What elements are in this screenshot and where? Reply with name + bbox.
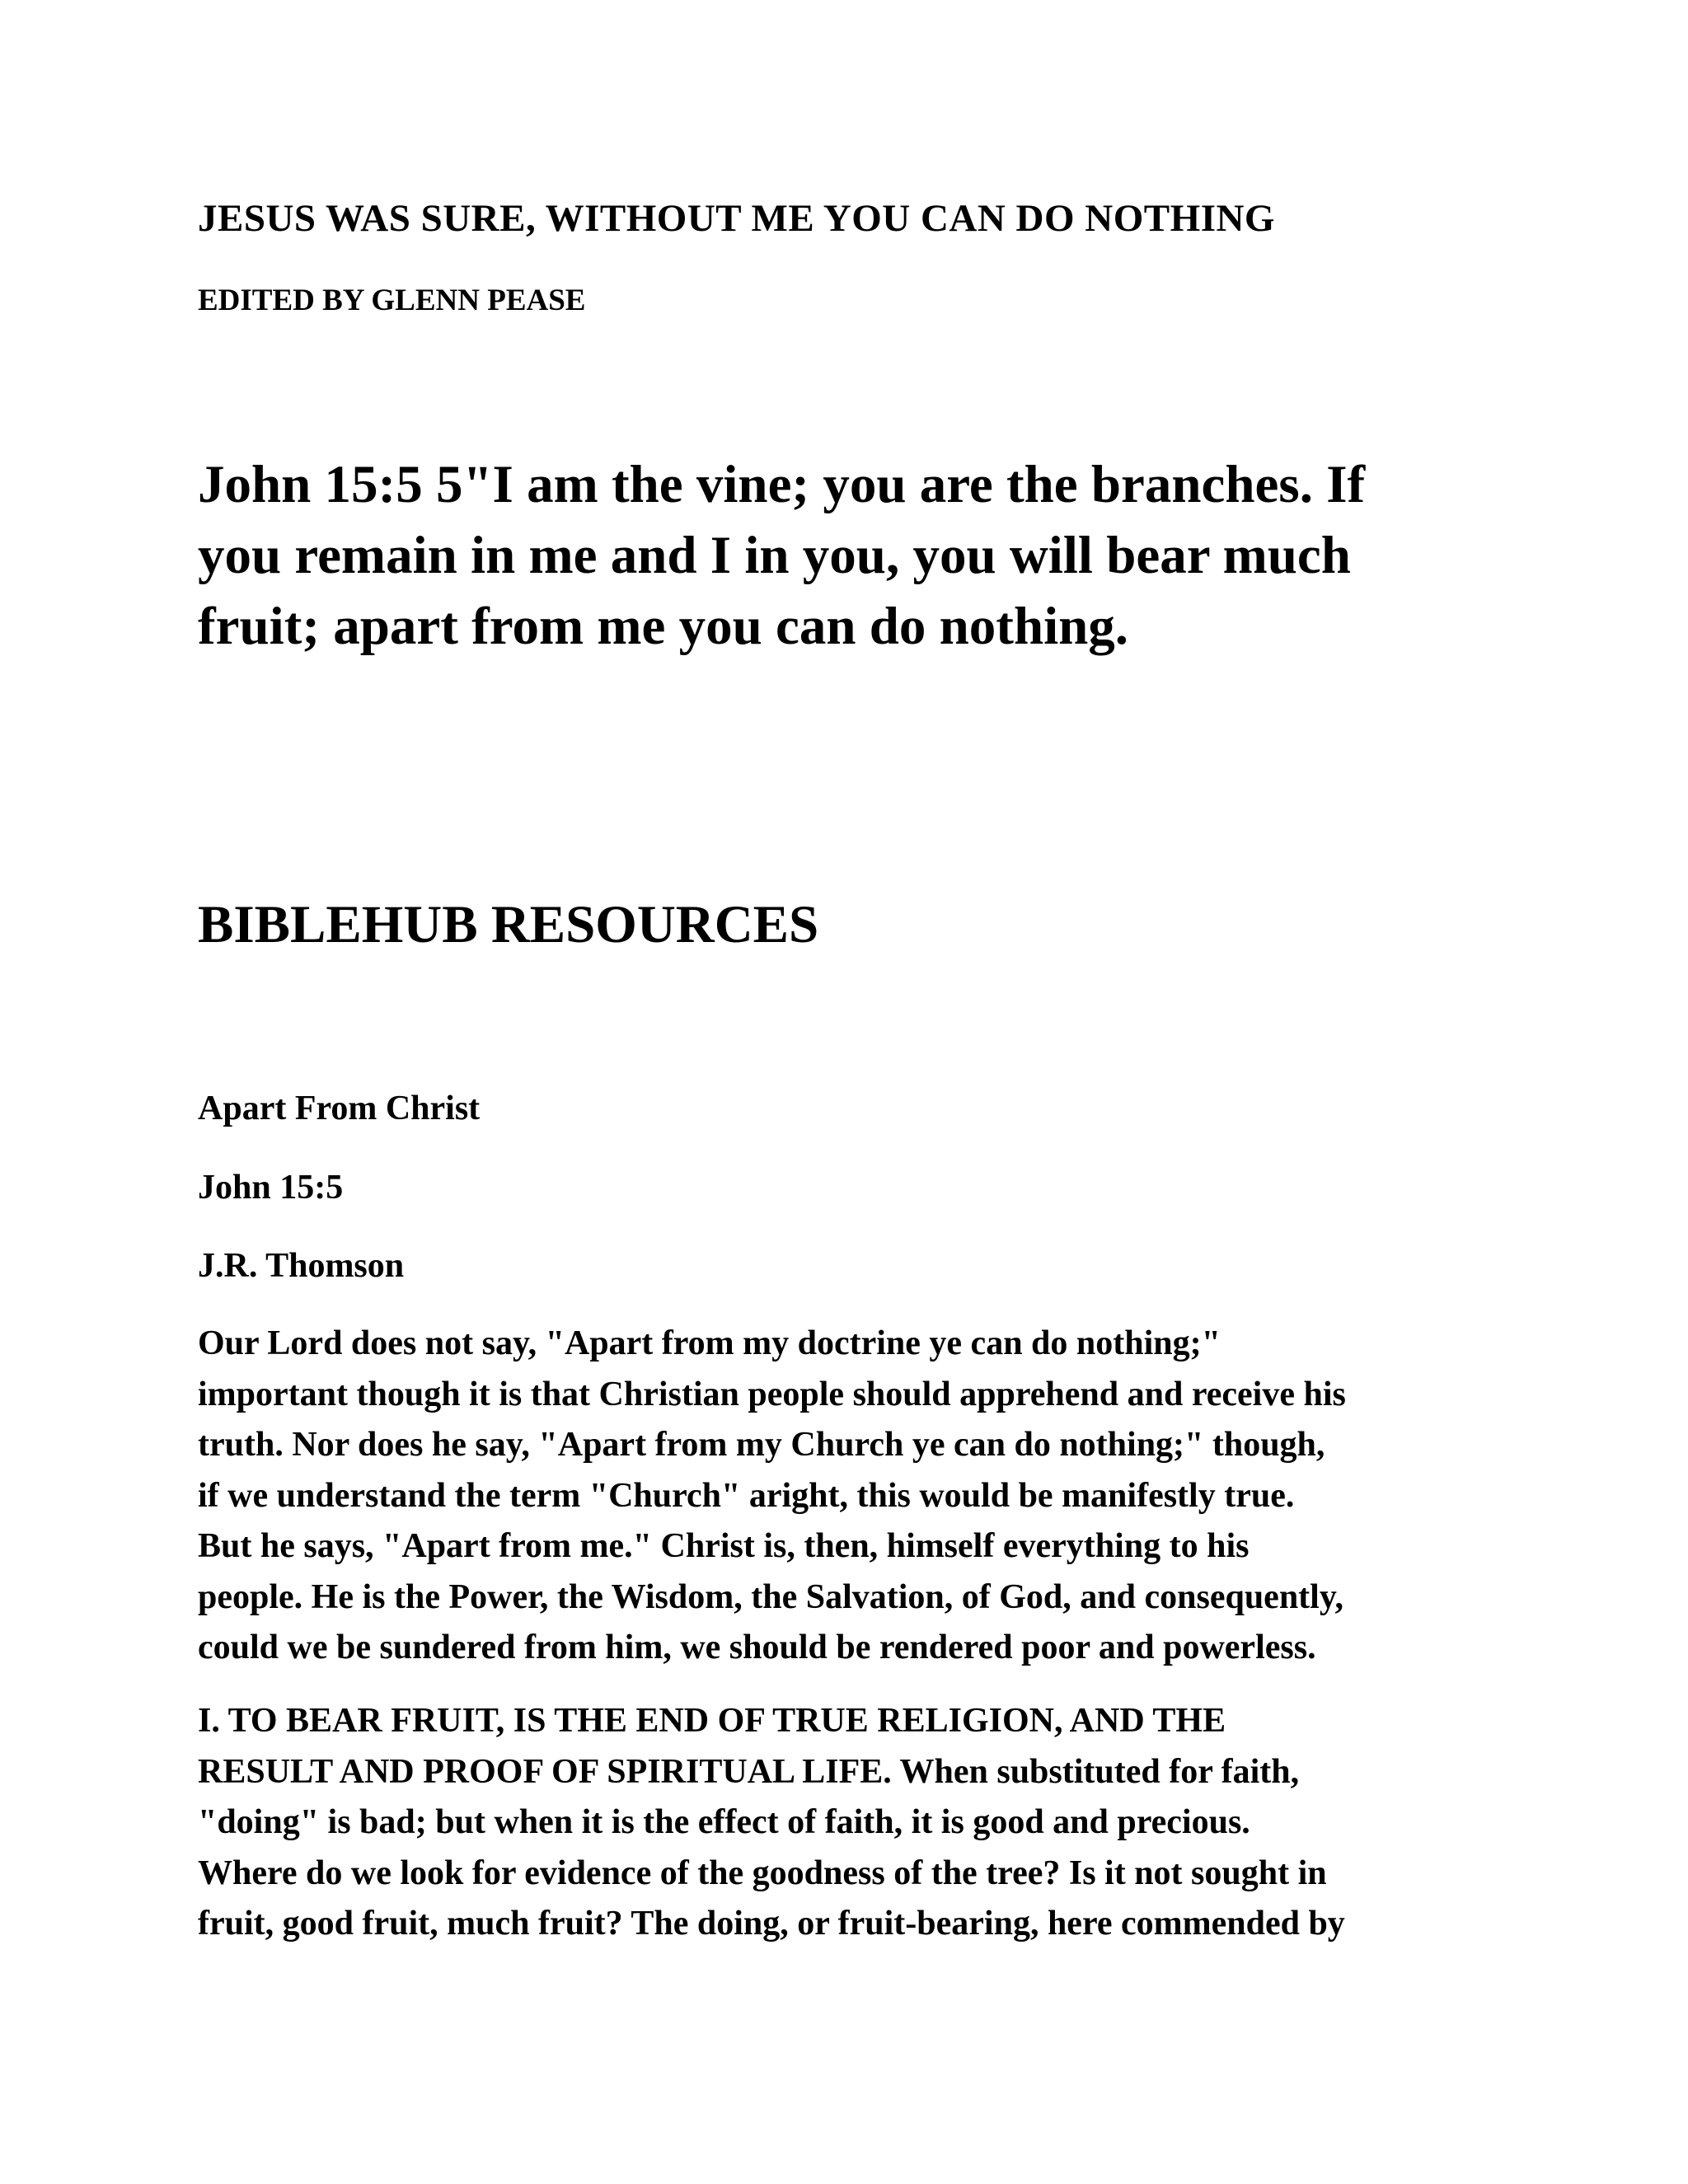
paragraph-line: people. He is the Power, the Wisdom, the Salvation, of God, and consequently, xyxy=(198,1577,1344,1616)
paragraph-line: I. TO BEAR FRUIT, IS THE END OF TRUE RELIGION, AND THE xyxy=(198,1702,1226,1740)
paragraph-line: could we be sundered from him, we should be rendered poor and powerless. xyxy=(198,1629,1316,1666)
verse-line: fruit; apart from me you can do nothing. xyxy=(198,597,1129,656)
article-paragraph xyxy=(198,1696,1517,1950)
paragraph-line: Our Lord does not say, "Apart from my doctrine ye can do nothing;" xyxy=(198,1324,1221,1362)
verse-line: John 15:5 5"I am the vine; you are the branches. If xyxy=(198,455,1366,514)
paragraph-line: if we understand the term "Church" aright, this would be manifestly true. xyxy=(198,1476,1295,1515)
paragraph-line: fruit, good fruit, much fruit? The doing, or fruit-bearing, here commended by xyxy=(198,1905,1345,1943)
document-title: JESUS WAS SURE, WITHOUT ME YOU CAN DO NOTHING xyxy=(198,197,1275,240)
paragraph-line: Where do we look for evidence of the goodness of the tree? Is it not sought in xyxy=(198,1854,1327,1892)
document-editor: EDITED BY GLENN PEASE xyxy=(198,284,586,317)
article-paragraph xyxy=(198,1319,1517,1674)
scripture-verse xyxy=(198,449,1484,662)
article-reference: John 15:5 xyxy=(198,1169,344,1207)
paragraph-line: RESULT AND PROOF OF SPIRITUAL LIFE. When substituted for faith, xyxy=(198,1752,1300,1791)
paragraph-line: "doing" is bad; but when it is the effect of faith, it is good and precious. xyxy=(198,1803,1250,1841)
article-title: Apart From Christ xyxy=(198,1090,481,1127)
article-author: J.R. Thomson xyxy=(198,1247,405,1285)
paragraph-line: But he says, "Apart from me." Christ is, then, himself everything to his xyxy=(198,1527,1250,1565)
verse-line: you remain in me and I in you, you will bear much xyxy=(198,526,1351,585)
paragraph-line: truth. Nor does he say, "Apart from my Church ye can do nothing;" though, xyxy=(198,1426,1325,1464)
section-heading: BIBLEHUB RESOURCES xyxy=(198,895,819,954)
paragraph-line: important though it is that Christian people should apprehend and receive his xyxy=(198,1375,1346,1413)
